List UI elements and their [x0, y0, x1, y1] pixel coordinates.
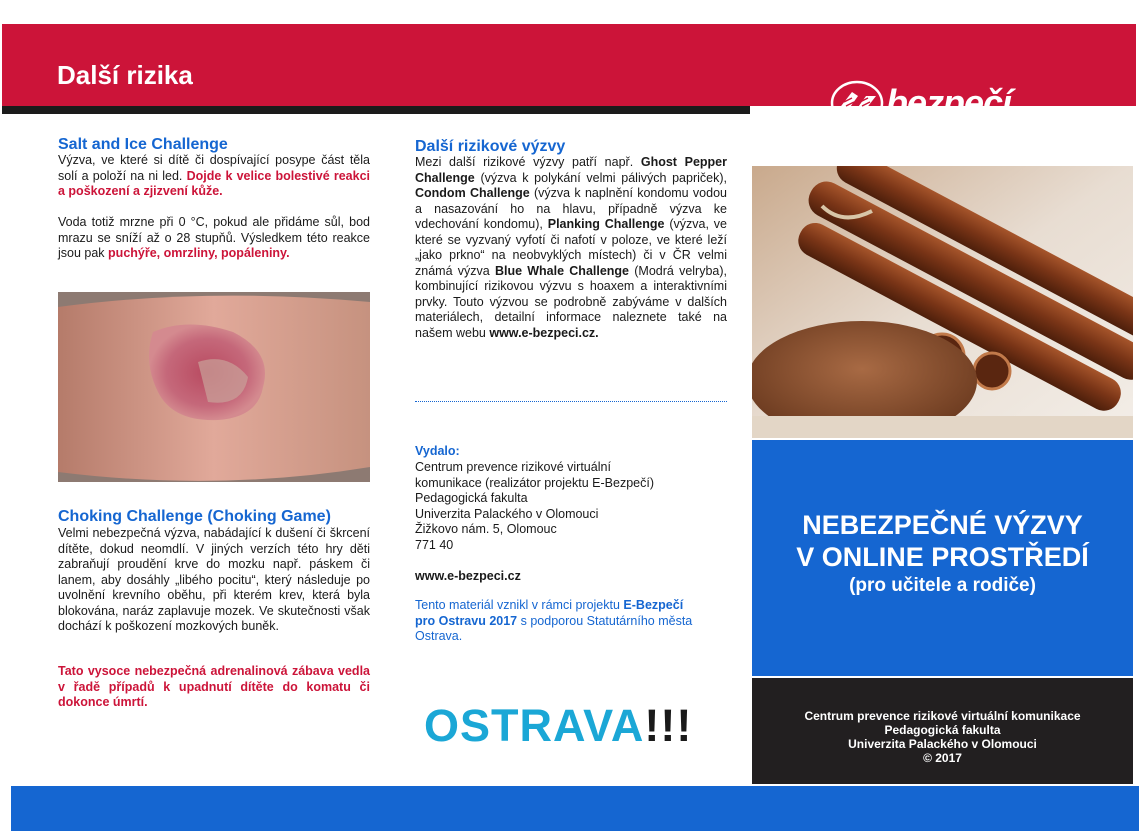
project-note: [415, 598, 705, 645]
cover-title-line2: V ONLINE PROSTŘEDÍ: [796, 542, 1089, 572]
ostrava-exclaim: !!!: [644, 700, 693, 751]
publisher-line: Pedagogická fakulta: [415, 491, 528, 505]
challenge-name: Condom Challenge: [415, 186, 530, 200]
publisher-line: 771 40: [415, 537, 454, 552]
bezpeci-logo: [830, 80, 1011, 126]
salt-warning: puchýře, omrzliny, popáleniny.: [108, 246, 290, 260]
burn-photo: [58, 292, 370, 482]
risk-text: (výzva, ve které se vyzvaný vyfotí či nafotí v poloze, ve které leží „jako prkno“ na neobvyklých místech) či v ČR velmi známá výzva: [415, 217, 727, 278]
web-link[interactable]: www.e-bezpeci.cz.: [489, 325, 599, 340]
credits-line: Pedagogická fakulta: [884, 723, 1001, 737]
salt-ice-paragraph-1: [58, 153, 370, 200]
challenge-name: Planking Challenge: [547, 217, 665, 231]
other-risks-heading: Další rizikové výzvy: [415, 138, 566, 155]
cinnamon-photo: [752, 166, 1133, 438]
choking-paragraph-1: Velmi nebezpečná výzva, nabádající k dušení či škrcení dítěte, dokud neomdlí. V jiných verzích této hry děti zabraňují proudění krve do mozku např. páskem či lanem, aby dosáhly „libého pocitu“, který následuje po uvolnění krevního oběhu, při kterém krev, která byla blokována, naráz zaplavuje mozek. Ve skutečnosti však dochází k poškození mozkových buněk.: [58, 526, 370, 633]
project-name: E-Bezpečí pro Ostravu 2017: [415, 598, 684, 628]
risk-text: (Modrá velryba), kombinující rizikovou výzvu s hoaxem a interaktivními prvky. Touto výzvou se podrobně zabýváme v dalších materiálech, detailní informace naleznete také na našem webu: [415, 263, 727, 340]
note-text: s podporou Statutárního města Ostrava.: [415, 613, 693, 643]
credits: [752, 709, 1133, 765]
publisher-label: Vydalo:: [415, 444, 460, 458]
salt-text: Výzva, ve které si dítě či dospívající posype část těla solí a položí na ni led.: [58, 153, 370, 183]
dotted-divider: [415, 401, 727, 402]
ostrava-logo: [424, 700, 692, 752]
hands-logo-icon: [830, 80, 884, 126]
footer-band: [11, 786, 1139, 831]
page-title: Další rizika: [57, 60, 193, 90]
publisher-line: Centrum prevence rizikové virtuální: [415, 460, 611, 474]
credits-line: Univerzita Palackého v Olomouci: [848, 737, 1037, 751]
challenge-name: Blue Whale Challenge: [494, 263, 630, 278]
publisher-line: Žižkovo nám. 5, Olomouc: [415, 522, 557, 536]
risk-text: (výzva k naplnění kondomu vodou a nasazování ho na hlavu, případně výzva ke vdechování kondomu),: [415, 186, 727, 231]
publisher-web-link[interactable]: www.e-bezpeci.cz: [415, 569, 521, 583]
risk-text: Mezi další rizikové výzvy patří např.: [415, 155, 634, 169]
salt-warning: Dojde k velice bolestivé reakci a poškození a zjizvení kůže.: [58, 168, 370, 198]
risk-text: (výzva k polykání velmi pálivých papriček),: [480, 170, 727, 185]
salt-ice-heading: Salt and Ice Challenge: [58, 136, 228, 153]
salt-ice-paragraph-2: [58, 215, 370, 262]
other-risks-paragraph: [415, 155, 727, 341]
publisher-line: komunikace (realizátor projektu E-Bezpečí): [415, 475, 654, 490]
header-divider: [2, 106, 750, 114]
challenge-name: Ghost Pepper Challenge: [415, 155, 727, 185]
choking-warning: Tato vysoce nebezpečná adrenalinová zábava vedla v řadě případů k upadnutí dítěte do komatu či dokonce úmrtí.: [58, 664, 370, 709]
ostrava-word: OSTRAVA: [424, 700, 645, 751]
credits-line: Centrum prevence rizikové virtuální komunikace: [804, 709, 1081, 723]
choking-heading: Choking Challenge (Choking Game): [58, 508, 331, 525]
cover-subtitle: (pro učitele a rodiče): [849, 575, 1036, 596]
salt-text: Voda totiž mrzne při 0 °C, pokud ale přidáme sůl, bod mrazu se sníží až o 28 stupňů. Výsledkem této reakce jsou pak: [58, 215, 370, 260]
credits-line: © 2017: [923, 751, 962, 765]
cover-title-line1: NEBEZPEČNÉ VÝZVY: [802, 510, 1083, 540]
cover-title: [752, 509, 1133, 573]
publisher-line: Univerzita Palackého v Olomouci: [415, 506, 599, 521]
logo-text: bezpečí: [886, 82, 1012, 123]
publisher-address: [415, 460, 654, 553]
note-text: Tento materiál vznikl v rámci projektu: [415, 598, 620, 612]
